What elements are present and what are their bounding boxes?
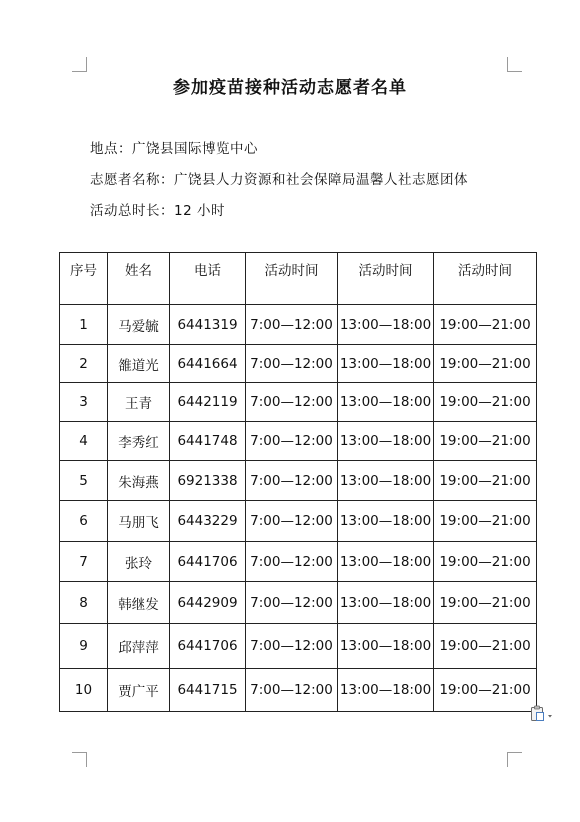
- cell-time-2: 13:00—18:00: [338, 624, 434, 669]
- cell-name: 张玲: [108, 542, 170, 582]
- cell-time-2: 13:00—18:00: [338, 501, 434, 542]
- volunteer-table: [59, 252, 537, 712]
- cell-time-1: 7:00—12:00: [246, 669, 338, 712]
- cell-index: 4: [60, 422, 108, 461]
- cell-phone: 6441319: [170, 305, 246, 345]
- cell-index: 6: [60, 501, 108, 542]
- header-time-2: 活动时间: [338, 253, 434, 305]
- table-row: [60, 624, 537, 669]
- cell-time-1: 7:00—12:00: [246, 582, 338, 624]
- cell-name: 马爱毓: [108, 305, 170, 345]
- table-row: [60, 669, 537, 712]
- page-corner-bottom-right: [507, 752, 522, 767]
- cell-name: 韩继发: [108, 582, 170, 624]
- cell-time-1: 7:00—12:00: [246, 542, 338, 582]
- cell-index: 2: [60, 345, 108, 383]
- cell-index: 5: [60, 461, 108, 501]
- cell-time-1: 7:00—12:00: [246, 422, 338, 461]
- cell-time-3: 19:00—21:00: [434, 383, 537, 422]
- cell-name: 马朋飞: [108, 501, 170, 542]
- table-row: [60, 422, 537, 461]
- cell-name: 邱萍萍: [108, 624, 170, 669]
- cell-time-1: 7:00—12:00: [246, 345, 338, 383]
- cell-time-3: 19:00—21:00: [434, 582, 537, 624]
- cell-time-3: 19:00—21:00: [434, 669, 537, 712]
- cell-time-2: 13:00—18:00: [338, 422, 434, 461]
- cell-index: 1: [60, 305, 108, 345]
- cell-time-3: 19:00—21:00: [434, 305, 537, 345]
- cell-time-3: 19:00—21:00: [434, 345, 537, 383]
- cell-index: 3: [60, 383, 108, 422]
- cell-time-2: 13:00—18:00: [338, 383, 434, 422]
- cell-time-2: 13:00—18:00: [338, 305, 434, 345]
- page-corner-bottom-left: [72, 752, 87, 767]
- cell-phone: 6441664: [170, 345, 246, 383]
- cell-index: 9: [60, 624, 108, 669]
- header-index: 序号: [60, 253, 108, 305]
- total-hours-line: 活动总时长：12 小时: [90, 203, 225, 219]
- cell-time-2: 13:00—18:00: [338, 669, 434, 712]
- page-corner-top-right: [507, 57, 522, 72]
- cell-phone: 6443229: [170, 501, 246, 542]
- table-row: [60, 461, 537, 501]
- cell-index: 7: [60, 542, 108, 582]
- cell-time-2: 13:00—18:00: [338, 461, 434, 501]
- cell-time-2: 13:00—18:00: [338, 582, 434, 624]
- cell-time-3: 19:00—21:00: [434, 422, 537, 461]
- document-title: 参加疫苗接种活动志愿者名单: [173, 78, 407, 98]
- cell-phone: 6441706: [170, 624, 246, 669]
- table-row: [60, 345, 537, 383]
- table-row: [60, 305, 537, 345]
- cell-time-2: 13:00—18:00: [338, 345, 434, 383]
- cell-time-1: 7:00—12:00: [246, 461, 338, 501]
- clipboard-icon: [530, 705, 556, 723]
- cell-time-1: 7:00—12:00: [246, 501, 338, 542]
- cell-time-3: 19:00—21:00: [434, 542, 537, 582]
- cell-name: 雒道光: [108, 345, 170, 383]
- cell-time-1: 7:00—12:00: [246, 624, 338, 669]
- table-row: [60, 542, 537, 582]
- page-corner-top-left: [72, 57, 87, 72]
- location-line: 地点：广饶县国际博览中心: [90, 141, 258, 157]
- cell-name: 李秀红: [108, 422, 170, 461]
- header-name: 姓名: [108, 253, 170, 305]
- cell-phone: 6441706: [170, 542, 246, 582]
- cell-time-3: 19:00—21:00: [434, 501, 537, 542]
- header-time-3: 活动时间: [434, 253, 537, 305]
- cell-name: 朱海燕: [108, 461, 170, 501]
- table-header-row: [60, 253, 537, 305]
- header-time-1: 活动时间: [246, 253, 338, 305]
- cell-phone: 6442119: [170, 383, 246, 422]
- cell-phone: 6921338: [170, 461, 246, 501]
- cell-name: 王青: [108, 383, 170, 422]
- paste-options-icon[interactable]: [530, 705, 556, 723]
- cell-index: 10: [60, 669, 108, 712]
- cell-phone: 6442909: [170, 582, 246, 624]
- cell-phone: 6441748: [170, 422, 246, 461]
- cell-phone: 6441715: [170, 669, 246, 712]
- header-phone: 电话: [170, 253, 246, 305]
- cell-time-1: 7:00—12:00: [246, 305, 338, 345]
- cell-time-3: 19:00—21:00: [434, 624, 537, 669]
- cell-name: 贾广平: [108, 669, 170, 712]
- cell-time-1: 7:00—12:00: [246, 383, 338, 422]
- cell-time-2: 13:00—18:00: [338, 542, 434, 582]
- table-row: [60, 582, 537, 624]
- cell-time-3: 19:00—21:00: [434, 461, 537, 501]
- table-row: [60, 501, 537, 542]
- table-row: [60, 383, 537, 422]
- volunteer-group-line: 志愿者名称：广饶县人力资源和社会保障局温馨人社志愿团体: [90, 172, 468, 188]
- cell-index: 8: [60, 582, 108, 624]
